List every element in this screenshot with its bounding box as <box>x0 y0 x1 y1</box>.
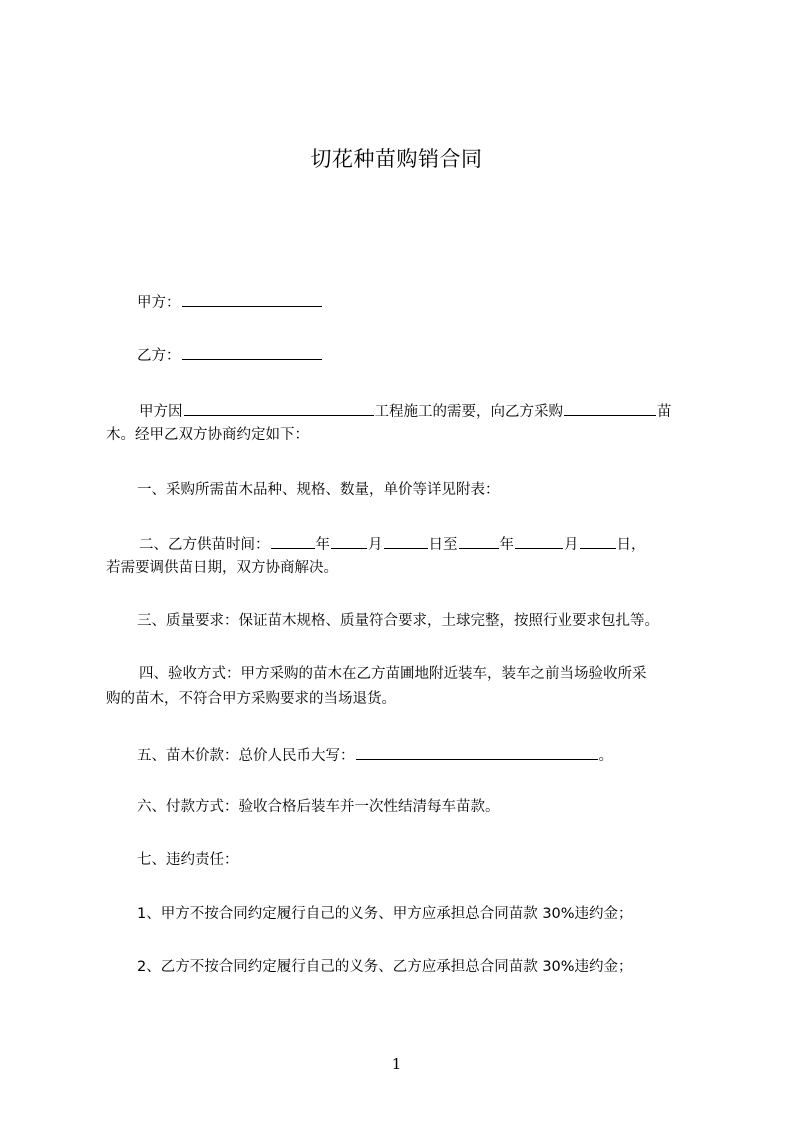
year-label: 年 <box>315 537 330 553</box>
penalty-item-2: 2、乙方不按合同约定履行自己的义务、乙方应承担总合同苗款 30%违约金； <box>137 959 633 975</box>
month2-label: 月 <box>564 537 579 553</box>
penalty-item-1: 1、甲方不按合同约定履行自己的义务、甲方应承担总合同苗款 30%违约金； <box>137 906 633 922</box>
start-day-blank[interactable] <box>384 533 428 549</box>
clause-3: 三、质量要求：保证苗木规格、质量符合要求，土球完整，按照行业要求包扎等。 <box>137 613 659 629</box>
clause-5-prefix: 五、苗木价款：总价人民币大写： <box>137 748 355 764</box>
clause-2-line-2: 若需要调供苗日期，双方协商解决。 <box>106 560 338 576</box>
total-price-blank[interactable] <box>356 744 598 760</box>
clause-4-line-2: 购的苗木，不符合甲方采购要求的当场退货。 <box>106 691 396 707</box>
clause-5-line <box>137 744 613 766</box>
clause-6: 六、付款方式：验收合格后装车并一次性结清每车苗款。 <box>137 799 500 815</box>
intro-line-2: 木。经甲乙双方协商约定如下： <box>106 427 309 443</box>
intro-line-1 <box>139 400 672 422</box>
day-to-label: 日至 <box>428 537 458 553</box>
day-end-label: 日， <box>616 537 646 553</box>
party-a-blank[interactable] <box>182 291 322 307</box>
project-name-blank[interactable] <box>184 400 374 416</box>
intro-part3: 苗 <box>657 404 672 420</box>
page-number: 1 <box>391 1055 402 1073</box>
purchase-item-blank[interactable] <box>564 400 656 416</box>
end-month-blank[interactable] <box>515 533 563 549</box>
year2-label: 年 <box>499 537 514 553</box>
party-a-label: 甲方： <box>137 295 181 311</box>
party-b-blank[interactable] <box>182 344 322 360</box>
intro-part1: 甲方因 <box>139 404 183 420</box>
clause-7: 七、违约责任： <box>137 852 239 868</box>
clause-5-suffix: 。 <box>598 748 613 764</box>
party-b-line <box>137 344 323 366</box>
party-a-line <box>137 291 323 313</box>
clause-2-line-1 <box>139 533 646 555</box>
clause-4-line-1: 四、验收方式：甲方采购的苗木在乙方苗圃地附近装车，装车之前当场验收所采 <box>139 666 647 682</box>
clause-2-prefix: 二、乙方供苗时间： <box>139 537 270 553</box>
contract-title: 切花种苗购销合同 <box>310 147 483 171</box>
party-b-label: 乙方： <box>137 348 181 364</box>
end-year-blank[interactable] <box>459 533 499 549</box>
intro-part2: 工程施工的需要，向乙方采购 <box>374 404 563 420</box>
start-month-blank[interactable] <box>331 533 367 549</box>
start-year-blank[interactable] <box>271 533 315 549</box>
clause-1: 一、采购所需苗木品种、规格、数量，单价等详见附表： <box>137 482 500 498</box>
end-day-blank[interactable] <box>580 533 616 549</box>
month-label: 月 <box>368 537 383 553</box>
